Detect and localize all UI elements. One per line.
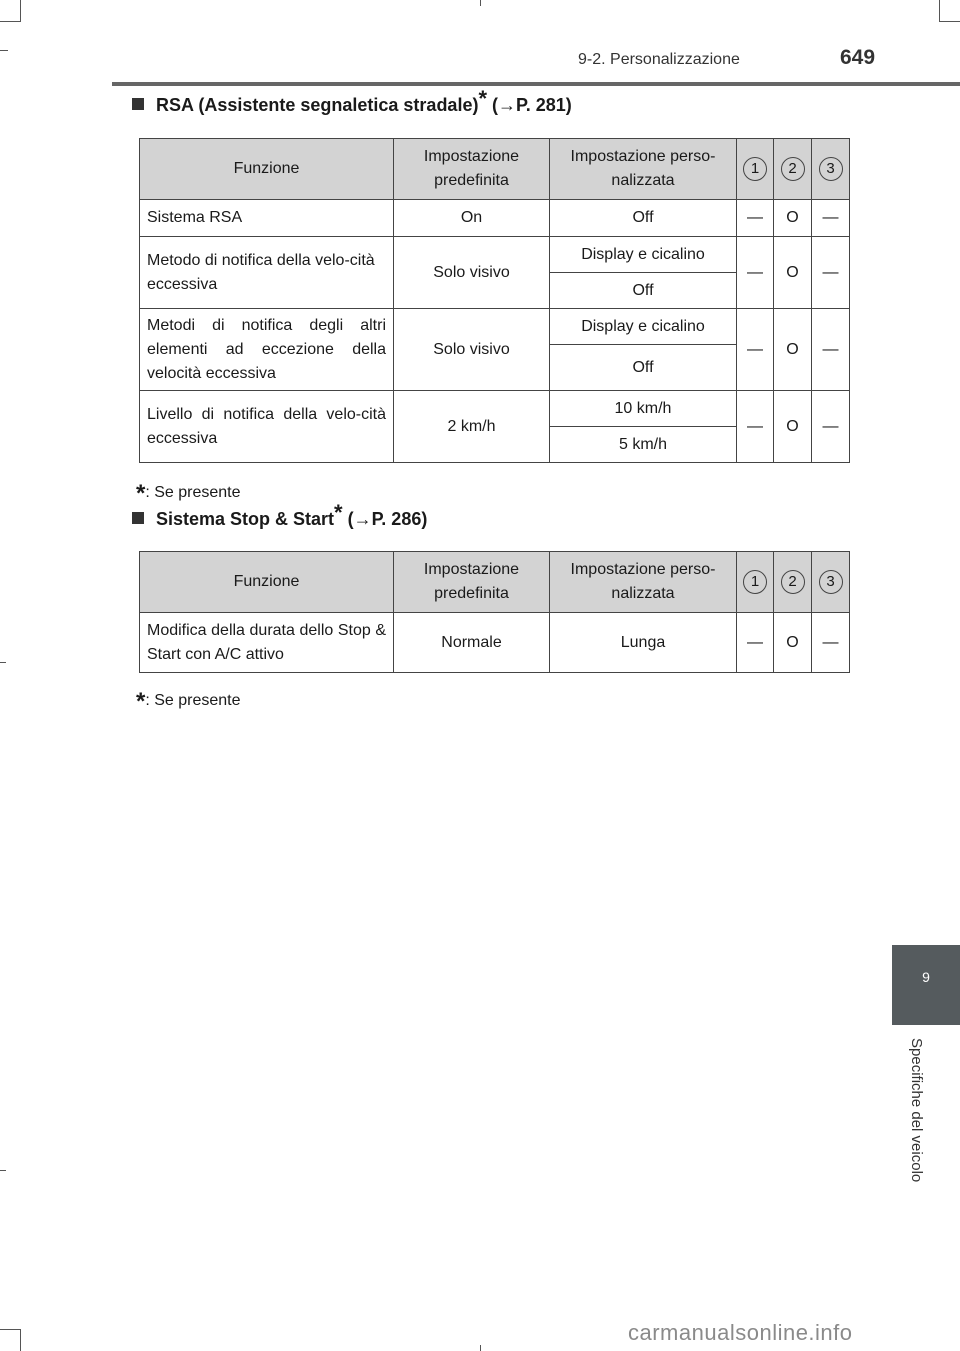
crop-mark [480, 0, 481, 6]
heading-text: Sistema Stop & Start [156, 509, 335, 529]
cell-function: Livello di notifica della velo-cità eccessiva [140, 391, 394, 463]
table-header-row [140, 552, 850, 613]
page-reference-link[interactable]: (→P. 281) [492, 95, 572, 115]
section-heading-rsa [132, 86, 572, 116]
square-bullet-icon [132, 98, 144, 110]
cell-c1: — [737, 613, 774, 673]
column-header-function: Funzione [140, 139, 394, 200]
crop-mark [20, 1329, 21, 1351]
table-row [140, 613, 850, 673]
header-section-title: 9-2. Personalizzazione [578, 51, 740, 68]
circled-number-2-icon: 2 [781, 570, 805, 594]
crop-mark [20, 0, 21, 22]
column-header-default: Impostazione predefinita [394, 139, 550, 200]
cell-custom: 5 km/h [550, 427, 737, 463]
header-rule [112, 82, 960, 86]
column-header-default: Impostazione predefinita [394, 552, 550, 613]
cell-custom: Off [550, 345, 737, 391]
crop-mark [0, 662, 6, 663]
cell-default: Solo visivo [394, 237, 550, 309]
cell-c2: O [774, 237, 812, 309]
footnote [136, 684, 241, 715]
column-header-3 [812, 139, 850, 200]
stop-start-settings-table [139, 551, 850, 673]
page-reference-link[interactable]: (→P. 286) [347, 509, 428, 529]
square-bullet-icon [132, 512, 144, 524]
cell-custom: Display e cicalino [550, 309, 737, 345]
cell-function: Modifica della durata dello Stop & Start con A/C attivo [140, 613, 394, 673]
footnote-text: : Se presente [145, 484, 241, 501]
cell-c2: O [774, 613, 812, 673]
cell-c1: — [737, 309, 774, 391]
table-header-row [140, 139, 850, 200]
circled-number-2-icon: 2 [781, 157, 805, 181]
circled-number-1-icon: 1 [743, 570, 767, 594]
table-row [140, 391, 850, 427]
footnote-asterisk: * [136, 688, 146, 715]
cell-c3: — [812, 237, 850, 309]
crop-mark [939, 0, 940, 22]
chapter-title: Specifiche del veicolo [908, 1038, 925, 1183]
column-header-1 [737, 552, 774, 613]
cell-custom: Lunga [550, 613, 737, 673]
page-number: 649 [840, 46, 876, 69]
cell-c2: O [774, 309, 812, 391]
table-row [140, 237, 850, 273]
cell-default: Normale [394, 613, 550, 673]
column-header-function: Funzione [140, 552, 394, 613]
cell-default: Solo visivo [394, 309, 550, 391]
circled-number-3-icon: 3 [819, 157, 843, 181]
column-header-custom: Impostazione perso-nalizzata [550, 139, 737, 200]
footnote-asterisk: * [136, 480, 146, 507]
cell-custom: 10 km/h [550, 391, 737, 427]
chapter-tab: 9 [892, 945, 960, 1025]
cell-default: On [394, 200, 550, 237]
cell-custom: Off [550, 200, 737, 237]
column-header-custom: Impostazione perso-nalizzata [550, 552, 737, 613]
footnote [136, 476, 241, 507]
circled-number-1-icon: 1 [743, 157, 767, 181]
crop-mark [940, 21, 960, 22]
column-header-2 [774, 139, 812, 200]
rsa-settings-table [139, 138, 850, 463]
table-row [140, 200, 850, 237]
cell-c1: — [737, 237, 774, 309]
watermark: carmanualsonline.info [628, 1320, 853, 1345]
cell-c3: — [812, 200, 850, 237]
section-heading-stop-start [132, 500, 428, 530]
table-row [140, 309, 850, 345]
cell-custom: Off [550, 273, 737, 309]
cell-function: Metodi di notifica degli altri elementi ad eccezione della velocità eccessiva [140, 309, 394, 391]
crop-mark [0, 21, 20, 22]
cell-c1: — [737, 200, 774, 237]
cell-c3: — [812, 613, 850, 673]
crop-mark [480, 1345, 481, 1351]
cell-c3: — [812, 391, 850, 463]
column-header-2 [774, 552, 812, 613]
column-header-3 [812, 552, 850, 613]
cell-c2: O [774, 391, 812, 463]
crop-mark [0, 50, 8, 51]
asterisk: * [334, 500, 343, 525]
cell-default: 2 km/h [394, 391, 550, 463]
cell-function: Metodo di notifica della velo-cità eccessiva [140, 237, 394, 309]
asterisk: * [478, 86, 488, 111]
crop-mark [0, 1329, 20, 1330]
column-header-1 [737, 139, 774, 200]
footnote-text: : Se presente [145, 692, 241, 709]
cell-function: Sistema RSA [140, 200, 394, 237]
cell-c1: — [737, 391, 774, 463]
circled-number-3-icon: 3 [819, 570, 843, 594]
cell-c3: — [812, 309, 850, 391]
cell-custom: Display e cicalino [550, 237, 737, 273]
crop-mark [0, 1170, 6, 1171]
heading-text: RSA (Assistente segnaletica stradale) [156, 95, 479, 115]
cell-c2: O [774, 200, 812, 237]
